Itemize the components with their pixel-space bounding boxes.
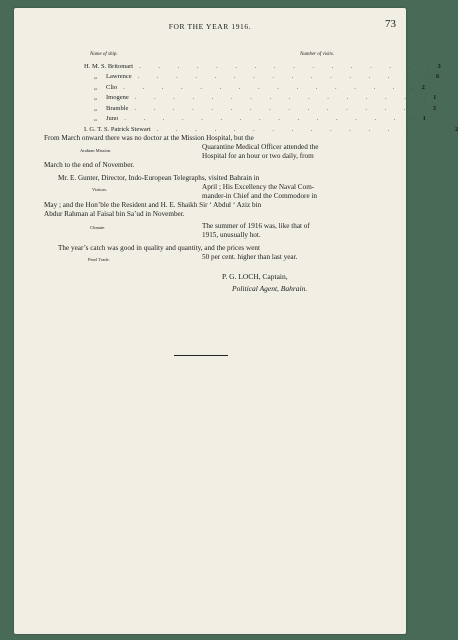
ship-prefix: „	[94, 104, 97, 112]
leader-dots: . . . . . . . . . . . . . . . .	[124, 115, 423, 123]
column-header-ship: Name of ship.	[90, 52, 118, 57]
page-number: 73	[385, 18, 396, 30]
ship-name-text: Lawrence	[106, 73, 132, 81]
visitors-line-3: mander-in Chief and the Commodore in	[202, 192, 318, 200]
ship-prefix: „	[94, 94, 97, 102]
ship-prefix: „	[94, 83, 97, 91]
signature-name: P. G. LOCH, Captain,	[222, 272, 288, 281]
ship-name-text: Britomart	[107, 62, 134, 70]
ship-name	[84, 73, 132, 80]
margin-note-visitors: Visitors.	[92, 187, 108, 192]
ship-name-text: Juno	[106, 115, 119, 123]
leader-dots: . . . . . . . . . . . . . . . .	[156, 125, 456, 133]
document-page	[14, 8, 458, 634]
ship-name-text: Patrick Stewart	[110, 125, 151, 133]
visitors-line-5: Abdur Rahman al Faisal bin Sa’ud in November.	[44, 210, 185, 218]
ship-name-text: Bramble	[106, 104, 129, 112]
table-row	[84, 61, 441, 72]
climate-line-2: 1915, unusually hot.	[202, 231, 261, 239]
ship-name	[84, 105, 128, 112]
running-head: FOR THE YEAR 1916.	[168, 22, 252, 31]
margin-note-arabian-mission: Arabian Mission.	[80, 148, 112, 153]
leader-dots: . . . . . . . . . . . . . . . .	[134, 94, 434, 102]
ship-name	[84, 63, 133, 70]
section-divider	[174, 355, 228, 356]
visitors-line-2: April ; His Excellency the Naval Com-	[202, 183, 315, 191]
visit-count: 3	[437, 62, 441, 70]
climate-line-1: The summer of 1916 was, like that of	[202, 222, 310, 230]
mission-line-1: From March onward there was no doctor at the Mission Hospital, but the	[44, 134, 254, 142]
ship-prefix: H. M. S.	[84, 62, 107, 70]
visit-count: 1	[433, 94, 437, 102]
visit-count: 3	[432, 104, 437, 112]
leader-dots: . . . . . . . . . . . . . . . .	[137, 73, 436, 81]
ship-name	[84, 115, 118, 122]
column-header-visits: Number of visits.	[300, 52, 335, 57]
margin-note-climate: Climate.	[90, 225, 106, 230]
pearl-line-1: The year’s catch was good in quality and quantity, and the prices went	[58, 244, 260, 252]
mission-line-2: Quarantine Medical Officer attended the	[202, 143, 319, 151]
mission-line-3: Hospital for an hour or two daily, from	[202, 152, 314, 160]
leader-dots: . . . . . . . . . . . . . . . .	[139, 62, 438, 70]
visit-count: 2	[421, 83, 425, 91]
ship-prefix: „	[94, 73, 97, 81]
ship-prefix: „	[94, 115, 97, 123]
table-row	[84, 93, 437, 104]
mission-line-4: March to the end of November.	[44, 161, 135, 169]
ship-visits-table	[84, 61, 458, 135]
leader-dots: . . . . . . . . . . . . . . . .	[134, 104, 433, 112]
ship-name-text: Imogene	[106, 94, 129, 102]
table-row	[84, 124, 458, 135]
table-row	[84, 82, 425, 93]
pearl-line-2: 50 per cent. higher than last year.	[202, 253, 298, 261]
ship-name	[84, 126, 151, 133]
table-row	[84, 72, 440, 83]
visitors-line-4: May ; and the Hon’ble the Resident and H. E. Shaikh Sir ‘ Abdul ‘ Aziz bin	[44, 201, 262, 209]
signature-title: Political Agent, Bahrain.	[232, 284, 308, 293]
table-row	[84, 114, 426, 125]
table-row	[84, 103, 437, 114]
leader-dots: . . . . . . . . . . . . . . . .	[123, 83, 422, 91]
ship-name	[84, 94, 129, 101]
margin-note-pearl-trade: Pearl Trade.	[88, 257, 110, 262]
ship-prefix: I. G. T. S.	[84, 125, 110, 133]
visitors-line-1: Mr. E. Gunter, Director, Indo-European Telegraphs, visited Bahrain in	[58, 174, 260, 182]
visit-count: 1	[422, 115, 426, 123]
visit-count: 6	[436, 73, 440, 81]
ship-name-text: Clio	[106, 83, 118, 91]
visit-count: 2	[455, 125, 458, 133]
ship-name	[84, 84, 117, 91]
